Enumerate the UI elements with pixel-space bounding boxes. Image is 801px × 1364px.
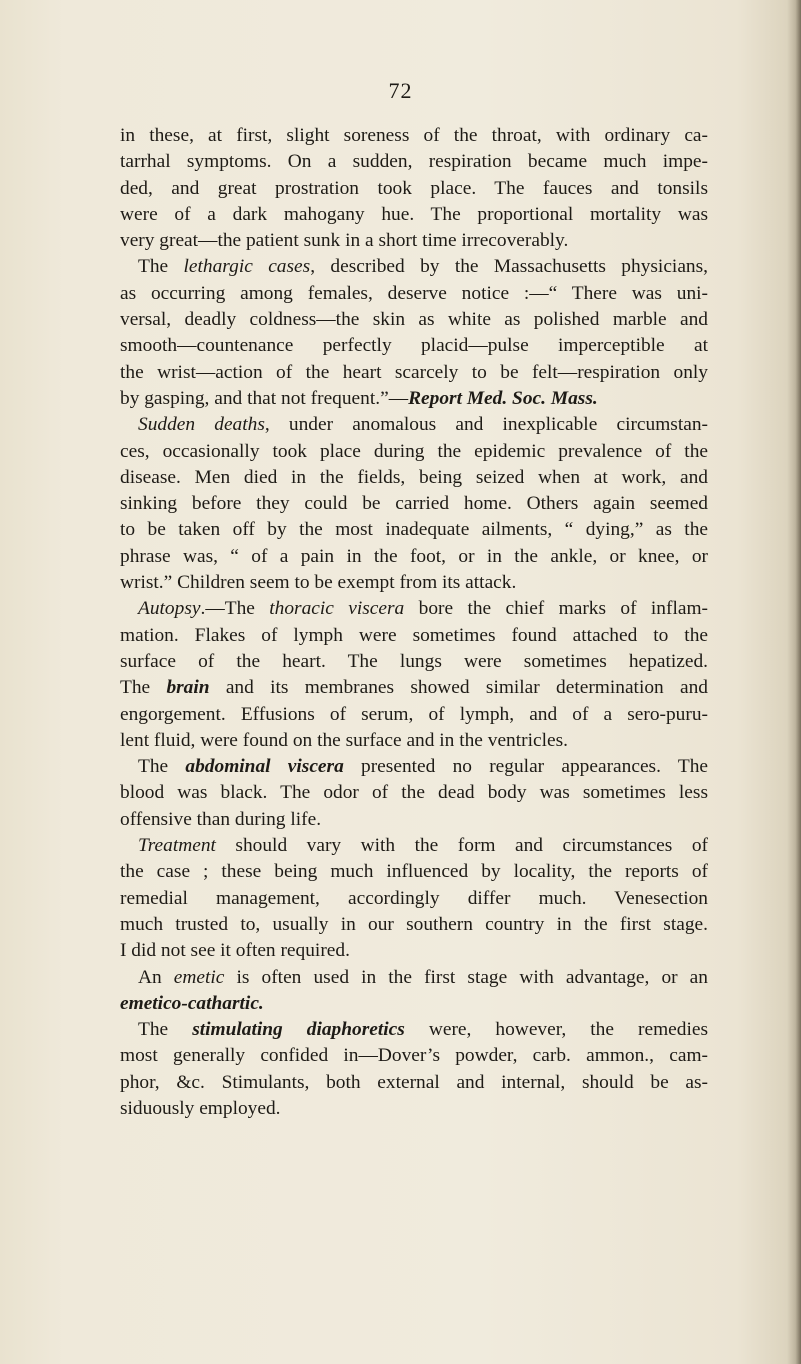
text-line [120,570,708,596]
text-segment: wrist.” Children seem to be exempt from its attack. [120,572,517,594]
text-segment: offensive than during life. [120,808,322,830]
text-segment: I did not see it often required. [120,940,350,962]
text-line [120,702,708,728]
emphasis-text: lethargic cases [183,256,311,278]
text-line [120,1017,708,1043]
text-segment: very great—the patient sunk in a short time irrecoverably. [120,230,569,252]
text-line [120,491,708,517]
page-edge-shadow [787,0,801,1364]
text-line [120,886,708,912]
emphasis-text: emetic [173,966,225,988]
text-segment: The [120,677,167,699]
text-segment: The [138,1019,193,1041]
text-segment: mation. Flakes of lymph were sometimes found attached to the [120,624,708,646]
text-segment: sinking before they could be carried home. Others again seemed [120,493,708,515]
text-segment: surface of the heart. The lungs were sometimes hepatized. [120,650,708,672]
text-line [120,307,708,333]
text-segment: .—The [200,598,270,620]
text-segment: siduously employed. [120,1097,281,1119]
emphasis-text: Report Med. Soc. Mass. [408,387,598,409]
text-segment: smooth—countenance perfectly placid—pulse imperceptible at [120,335,708,357]
text-line [120,1043,708,1069]
text-segment: disease. Men died in the fields, being seized when at work, and [120,466,708,488]
text-line [120,780,708,806]
text-line [120,149,708,175]
text-line [120,202,708,228]
body-text [120,123,708,1122]
text-segment: and its membranes showed similar determination and [209,677,708,699]
text-line [120,281,708,307]
text-segment: versal, deadly coldness—the skin as white as polished marble and [120,309,708,331]
text-segment: The [138,256,184,278]
text-line [120,912,708,938]
text-line [120,991,708,1017]
text-line [120,517,708,543]
text-segment: An [138,966,174,988]
text-segment: , described by the Massachusetts physicians, [310,256,709,278]
text-line [120,228,708,254]
text-line [120,412,708,438]
page-number: 72 [388,78,413,103]
text-segment: were, however, the remedies [404,1019,709,1041]
text-segment: engorgement. Effusions of serum, of lymph, and of a sero-puru- [120,703,708,725]
text-line [120,649,708,675]
text-line [120,754,708,780]
text-segment: lent fluid, were found on the surface and in the ventricles. [120,729,568,751]
text-line [120,623,708,649]
text-line [120,176,708,202]
text-segment: , under anomalous and inexplicable circumstan- [264,414,708,436]
text-line [120,544,708,570]
text-segment: The [138,756,186,778]
text-line [120,254,708,280]
text-segment: by gasping, and that not frequent.”— [120,387,409,409]
text-segment: much trusted to, usually in our southern country in the first stage. [120,913,708,935]
text-line [120,807,708,833]
text-segment: to be taken off by the most inadequate ailments, “ dying,” as the [120,519,708,541]
text-line [120,728,708,754]
text-line [120,859,708,885]
emphasis-text: stimulating diaphoretics [192,1019,405,1041]
text-line [120,833,708,859]
text-segment: ded, and great prostration took place. The fauces and tonsils [120,177,708,199]
text-segment: as occurring among females, deserve notice :—“ There was uni- [120,282,708,304]
text-segment: ces, occasionally took place during the epidemic prevalence of the [120,440,708,462]
text-line [120,675,708,701]
text-line [120,123,708,149]
text-line [120,938,708,964]
text-segment: were of a dark mahogany hue. The proportional mortality was [120,203,708,225]
emphasis-text: thoracic viscera [269,598,405,620]
text-line [120,333,708,359]
text-segment: remedial management, accordingly differ much. Venesection [120,887,708,909]
text-line [120,386,708,412]
text-line [120,439,708,465]
text-segment: the wrist—action of the heart scarcely to be felt—respiration only [120,361,708,383]
text-segment: is often used in the first stage with advantage, or an [224,966,708,988]
text-line [120,465,708,491]
text-segment: phrase was, “ of a pain in the foot, or in the ankle, or knee, or [120,545,708,567]
text-segment: should vary with the form and circumstances of [215,835,708,857]
text-segment: phor, &c. Stimulants, both external and internal, should be as- [120,1071,708,1093]
text-segment: most generally confided in—Dover’s powder, carb. ammon., cam- [120,1045,708,1067]
emphasis-text: Sudden deaths [138,414,265,436]
text-line [120,1096,708,1122]
text-segment: presented no regular appearances. The [343,756,709,778]
emphasis-text: brain [166,677,210,699]
text-segment: tarrhal symptoms. On a sudden, respiration became much impe- [120,151,708,173]
text-segment: the case ; these being much influenced by locality, the reports of [120,861,708,883]
text-line [120,596,708,622]
emphasis-text: emetico-cathartic. [120,992,264,1014]
emphasis-text: abdominal viscera [185,756,344,778]
text-line [120,1070,708,1096]
text-line [120,360,708,386]
text-segment: bore the chief marks of inflam- [404,598,708,620]
emphasis-text: Autopsy [138,598,201,620]
emphasis-text: Treatment [138,835,216,857]
text-line [120,965,708,991]
text-segment: blood was black. The odor of the dead body was sometimes less [120,782,708,804]
text-segment: in these, at first, slight soreness of the throat, with ordinary ca- [120,125,708,146]
